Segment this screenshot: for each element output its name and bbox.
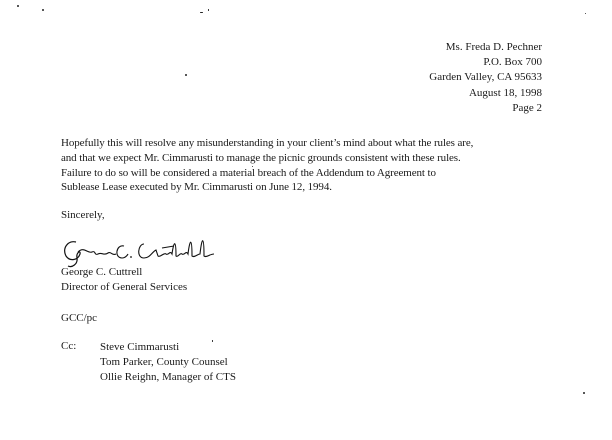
scan-speck — [585, 13, 586, 14]
body-line: Failure to do so will be considered a material breach of the Addendum to Agreement to — [61, 166, 436, 179]
scan-speck — [42, 9, 44, 11]
scan-speck — [200, 12, 203, 13]
scan-speck — [17, 5, 19, 7]
scan-speck — [208, 9, 209, 11]
body-line: Hopefully this will resolve any misunderstanding in your client’s mind about what the rules are, — [61, 137, 474, 149]
cc-recipient: Ollie Reighn, Manager of CTS — [100, 371, 236, 383]
body-line: and that we expect Mr. Cimmarusti to manage the picnic grounds consistent with these rules. — [61, 151, 461, 164]
signer-block — [61, 265, 187, 295]
recipient-city: Garden Valley, CA 95633 — [429, 71, 542, 84]
cc-label: Cc: — [61, 340, 77, 352]
recipient-po-box: P.O. Box 700 — [483, 56, 542, 69]
recipient-address-block — [429, 40, 542, 116]
scan-speck — [583, 392, 585, 394]
body-paragraph — [61, 136, 581, 195]
recipient-name: Ms. Freda D. Pechner — [445, 41, 542, 53]
cc-list — [100, 340, 236, 385]
page-number: Page 2 — [512, 101, 542, 114]
signer-name: George C. Cuttrell — [61, 266, 143, 278]
body-line: Sublease Lease executed by Mr. Cimmarusti on June 12, 1994. — [61, 181, 332, 194]
signer-title: Director of General Services — [61, 281, 188, 293]
scan-speck — [185, 74, 187, 76]
closing-salutation: Sincerely, — [61, 209, 105, 221]
cc-recipient: Tom Parker, County Counsel — [100, 356, 228, 368]
letter-date: August 18, 1998 — [468, 86, 542, 99]
typist-initials: GCC/pc — [61, 312, 98, 324]
cc-recipient: Steve Cimmarusti — [100, 341, 180, 353]
